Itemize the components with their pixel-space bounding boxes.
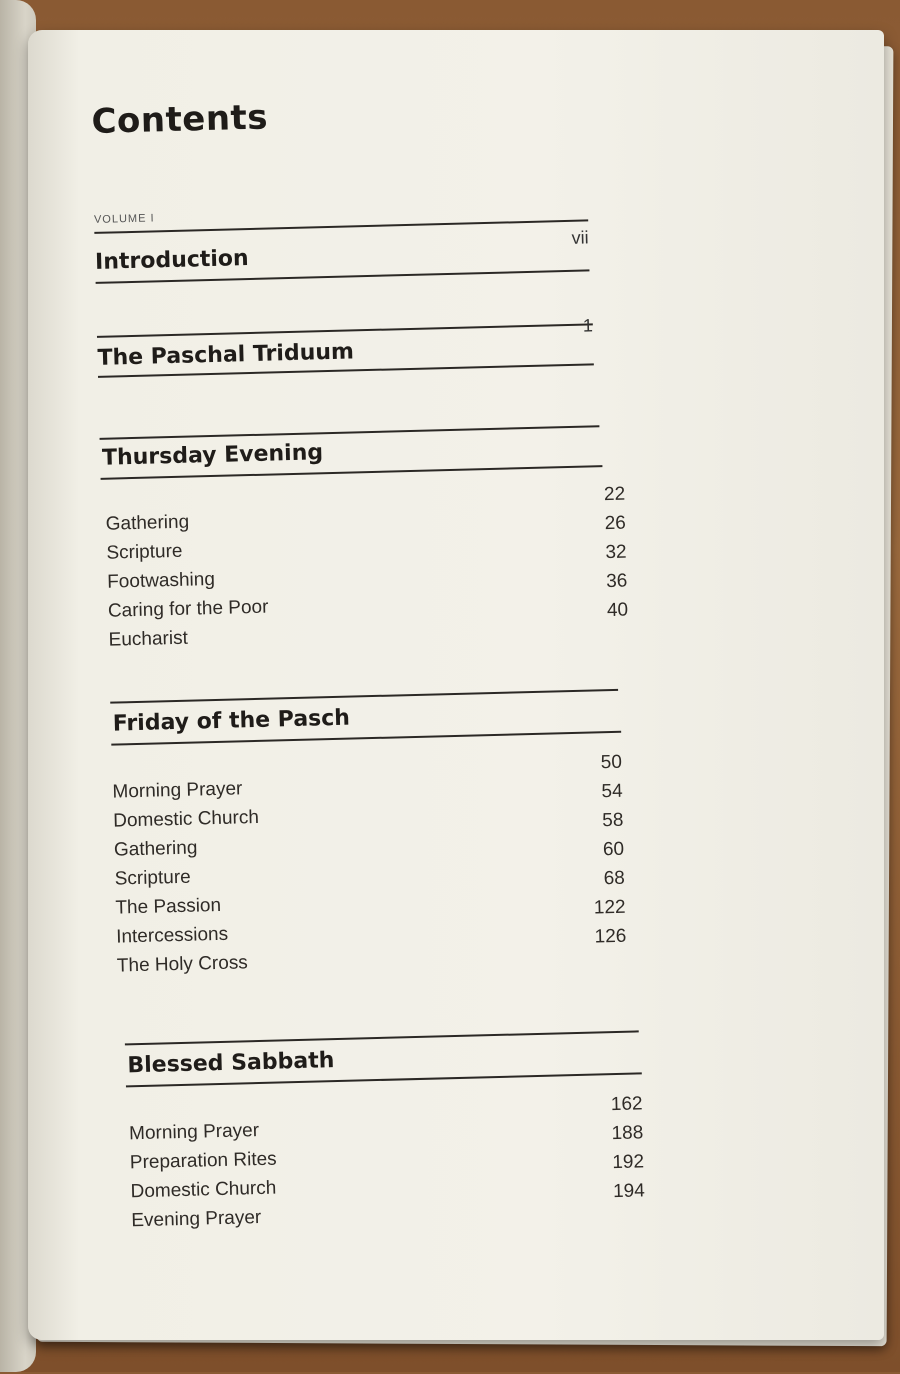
entry-page: 22: [603, 483, 626, 506]
entry-label: Domestic Church: [130, 1177, 277, 1203]
entry-label: Footwashing: [106, 568, 216, 593]
introduction-heading: Introduction: [94, 246, 249, 275]
rule-section-2-top: [110, 689, 618, 704]
triduum-page: 1: [582, 315, 594, 336]
entry-page: 68: [603, 867, 626, 890]
section-heading-thursday-evening: Thursday Evening: [101, 440, 324, 471]
section-entries-friday-of-the-pasch: [112, 751, 627, 981]
entry-page: 188: [611, 1122, 644, 1145]
entry-label: Gathering: [105, 511, 190, 535]
entry-label: Intercessions: [115, 923, 229, 948]
entry-label: Scripture: [106, 540, 183, 564]
section-heading-blessed-sabbath: Blessed Sabbath: [127, 1048, 335, 1079]
entry-label: Scripture: [114, 866, 191, 890]
rule-section-3-top: [125, 1030, 639, 1045]
entry-label: The Holy Cross: [116, 952, 249, 977]
rule-triduum-top: [97, 323, 593, 338]
entry-page: 126: [594, 925, 627, 948]
volume-label: VOLUME I: [93, 212, 155, 226]
entry-page: 36: [605, 570, 628, 593]
triduum-heading: The Paschal Triduum: [97, 339, 355, 371]
entry-page: 54: [601, 780, 623, 803]
entry-label: Morning Prayer: [112, 778, 243, 803]
entry-label: Domestic Church: [112, 806, 260, 832]
rule-section-1-top: [100, 425, 600, 440]
page-title: Contents: [91, 97, 269, 142]
entry-page: 32: [605, 541, 627, 564]
section-entries-thursday-evening: [105, 483, 629, 655]
entry-page: 40: [606, 599, 629, 622]
rule-intro-top: [94, 219, 588, 233]
entry-label: Gathering: [113, 837, 198, 861]
entry-label: Morning Prayer: [128, 1120, 260, 1145]
entry-page: 192: [612, 1151, 645, 1174]
entry-page: 194: [612, 1180, 646, 1203]
entry-label: The Passion: [115, 894, 222, 919]
entry-page: 58: [601, 809, 624, 832]
entry-page: 26: [604, 512, 627, 535]
section-entries-blessed-sabbath: [128, 1093, 646, 1235]
entry-label: Preparation Rites: [129, 1148, 277, 1174]
entry-page: 50: [600, 751, 623, 774]
entry-label: Eucharist: [108, 627, 189, 651]
section-heading-friday-of-the-pasch: Friday of the Pasch: [112, 705, 351, 737]
introduction-page: vii: [571, 227, 589, 248]
entry-label: Caring for the Poor: [107, 596, 269, 622]
entry-page: 60: [602, 838, 625, 861]
entry-page: 122: [593, 896, 626, 919]
entry-page: 162: [610, 1093, 643, 1116]
entry-label: Evening Prayer: [131, 1207, 262, 1232]
